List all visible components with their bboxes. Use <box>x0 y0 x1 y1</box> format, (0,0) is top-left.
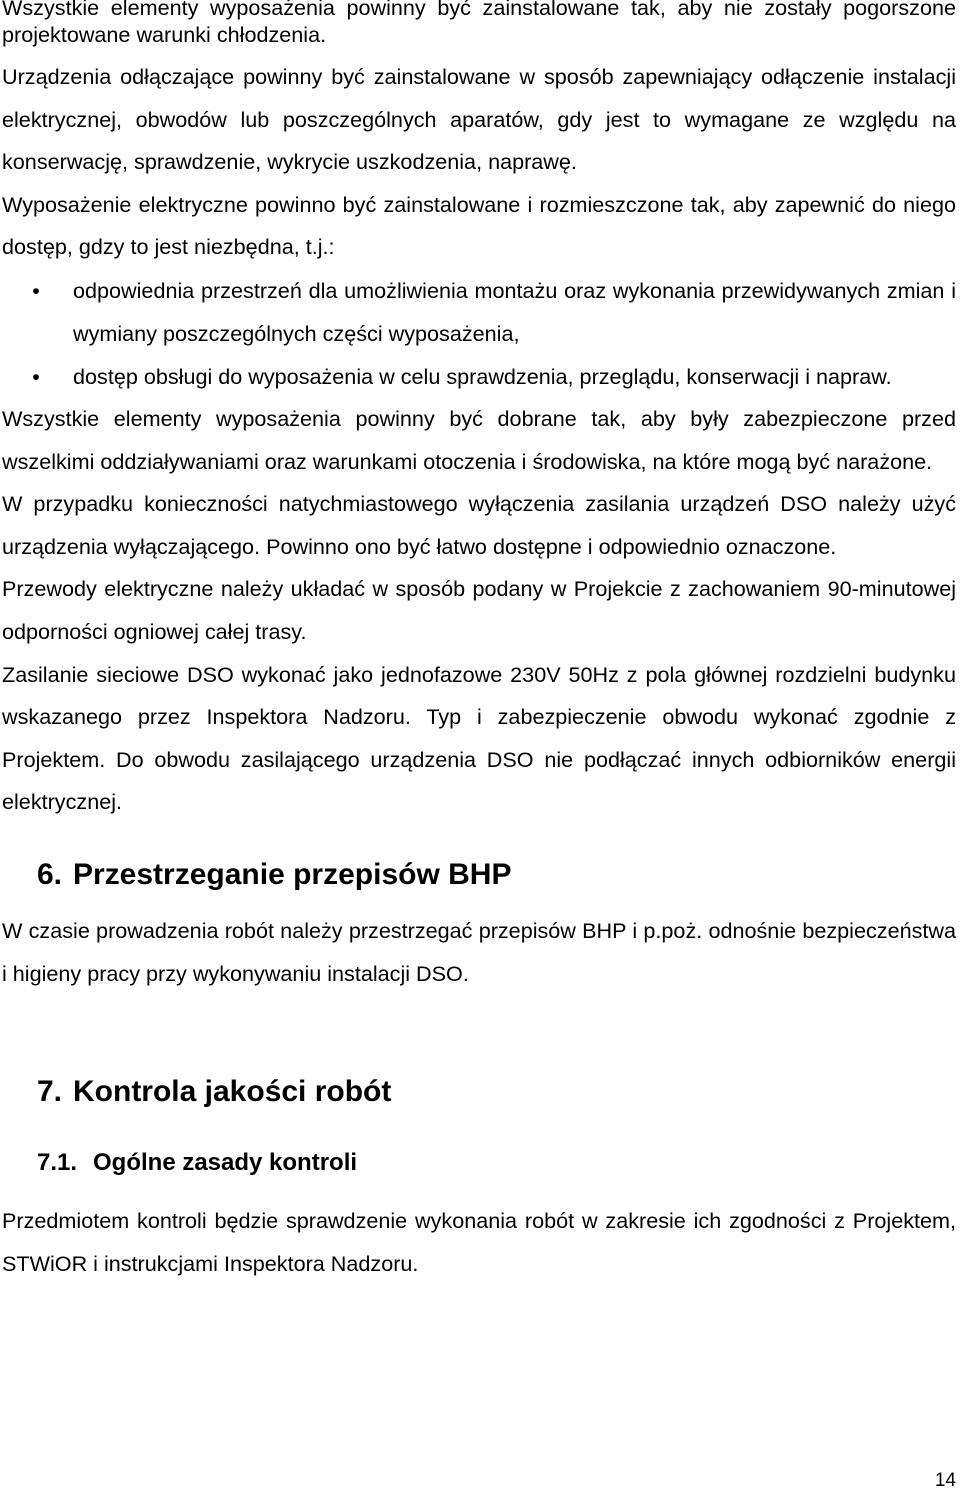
paragraph-cooling: Wszystkie elementy wyposażenia powinny być zainstalowane tak, aby nie zostały pogorszone projektowane warunki chłodzenia. <box>2 0 956 47</box>
paragraph-emergency-shutdown: W przypadku konieczności natychmiastowego wyłączenia zasilania urządzeń DSO należy użyć urządzenia wyłączającego. Powinno ono być łatwo dostępne i odpowiednio oznaczone. <box>2 491 956 559</box>
list-item-text: dostęp obsługi do wyposażenia w celu sprawdzenia, przeglądu, konserwacji i napraw. <box>73 363 892 389</box>
section-number: 6. <box>37 857 63 891</box>
document-page <box>2 0 956 1285</box>
bullet-icon: • <box>32 363 40 389</box>
page-number: 14 <box>934 1470 956 1491</box>
section-number: 7. <box>37 1075 63 1109</box>
paragraph-protection: Wszystkie elementy wyposażenia powinny być dobrane tak, aby były zabezpieczone przed wszelkimi oddziaływaniami oraz warunkami otoczenia i środowiska, na które mogą być narażone. <box>2 405 956 474</box>
section-title: Kontrola jakości robót <box>73 1075 392 1109</box>
paragraph-access: Wyposażenie elektryczne powinno być zainstalowane i rozmieszczone tak, aby zapewnić do niego dostęp, gdzy to jest niezbędna, t.j.: <box>2 191 956 260</box>
list-item <box>2 269 956 355</box>
list-item <box>2 355 956 398</box>
section-title: Ogólne zasady kontroli <box>93 1149 358 1177</box>
section-6-heading <box>2 857 956 893</box>
section-title: Przestrzeganie przepisów BHP <box>73 857 512 891</box>
paragraph-disconnecting-devices: Urządzenia odłączające powinny być zainstalowane w sposób zapewniający odłączenie instalacji elektrycznej, obwodów lub poszczególnych aparatów, gdy jest to wymagane ze względu na konserwację, sprawdzenie, wykrycie uszkodzenia, naprawę. <box>2 64 956 175</box>
paragraph-control-subject: Przedmiotem kontroli będzie sprawdzenie wykonania robót w zakresie ich zgodności z Projektem, STWiOR i instrukcjami Inspektora Nadzoru. <box>2 1208 956 1276</box>
section-7-1-heading <box>2 1148 956 1178</box>
list-item-text: odpowiednia przestrzeń dla umożliwienia montażu oraz wykonania przewidywanych zmian i wymiany poszczególnych części wyposażenia, <box>73 277 956 346</box>
paragraph-cables: Przewody elektryczne należy układać w sposób podany w Projekcie z zachowaniem 90-minutowej odporności ogniowej całej trasy. <box>2 576 956 644</box>
access-requirements-list <box>2 269 956 398</box>
section-number: 7.1. <box>37 1149 78 1177</box>
bullet-icon: • <box>32 277 40 303</box>
paragraph-power-supply: Zasilanie sieciowe DSO wykonać jako jednofazowe 230V 50Hz z pola głównej rozdzielni budynku wskazanego przez Inspektora Nadzoru. Typ i zabezpieczenie obwodu wykonać zgodnie z Projektem. Do obwodu zasilającego urządzenia DSO nie podłączać innych odbiorników energii elektrycznej. <box>2 661 956 815</box>
paragraph-bhp: W czasie prowadzenia robót należy przestrzegać przepisów BHP i p.poż. odnośnie bezpieczeństwa i higieny pracy przy wykonywaniu instalacji DSO. <box>2 917 956 986</box>
section-7-heading <box>2 1074 956 1110</box>
